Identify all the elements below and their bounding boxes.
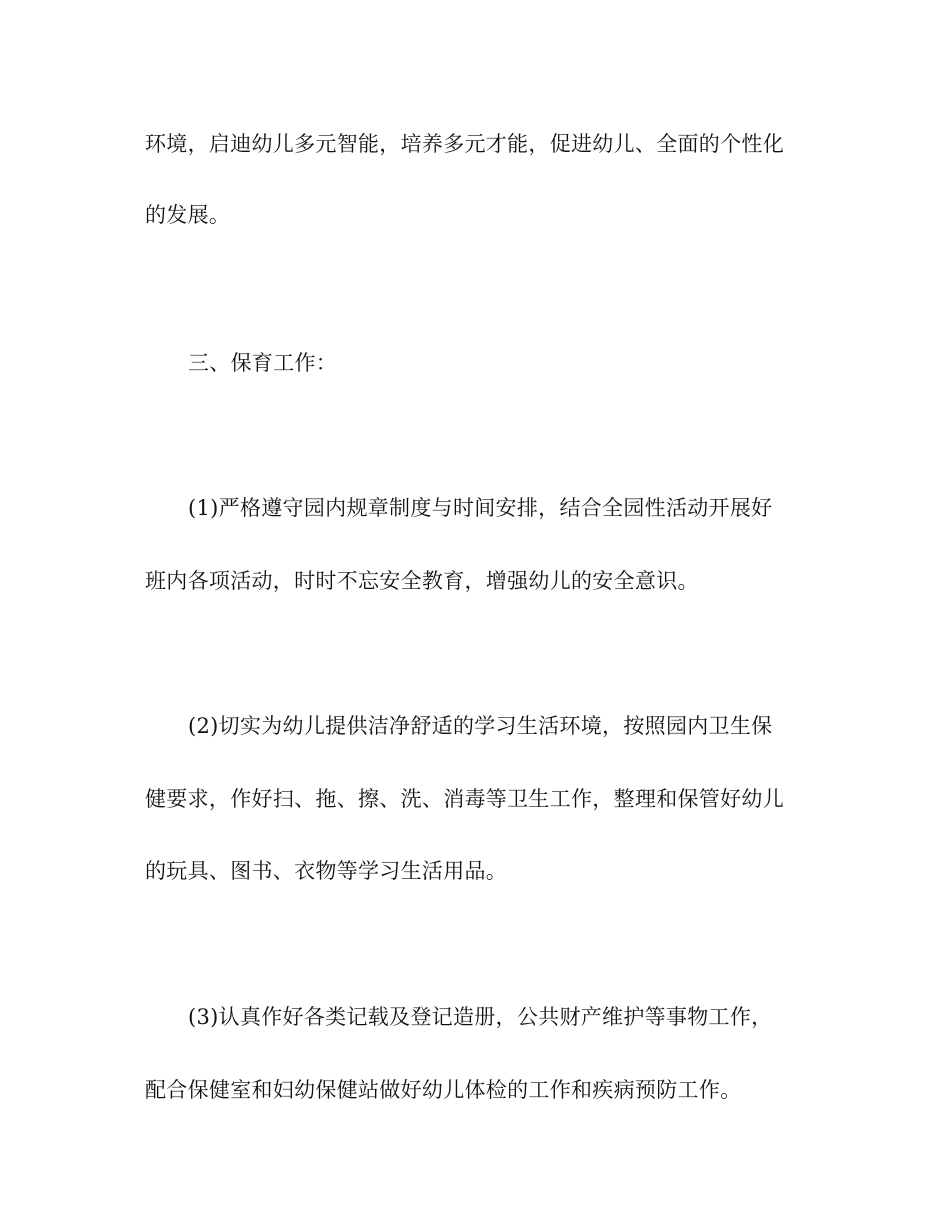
list-item-line: 配合保健室和妇幼保健站做好幼儿体检的工作和疾病预防工作。 xyxy=(145,1078,742,1102)
section-heading: 三、保育工作： xyxy=(188,351,338,375)
list-item-line: (3)认真作好各类记载及登记造册，公共财产维护等事物工作， xyxy=(188,1005,773,1029)
list-item-line: (2)切实为幼儿提供洁净舒适的学习生活环境，按照园内卫生保 xyxy=(188,714,773,738)
list-item-line: 健要求，作好扫、拖、擦、洗、消毒等卫生工作，整理和保管好幼儿 xyxy=(145,787,784,811)
paragraph-line: 环境，启迪幼儿多元智能，培养多元才能，促进幼儿、全面的个性化 xyxy=(145,132,784,156)
list-item-line: 的玩具、图书、衣物等学习生活用品。 xyxy=(145,859,508,883)
list-item-line: 班内各项活动，时时不忘安全教育，增强幼儿的安全意识。 xyxy=(145,569,699,593)
paragraph-line: 的发展。 xyxy=(145,203,231,227)
list-item-line: (1)严格遵守园内规章制度与时间安排，结合全园性活动开展好 xyxy=(188,496,773,520)
